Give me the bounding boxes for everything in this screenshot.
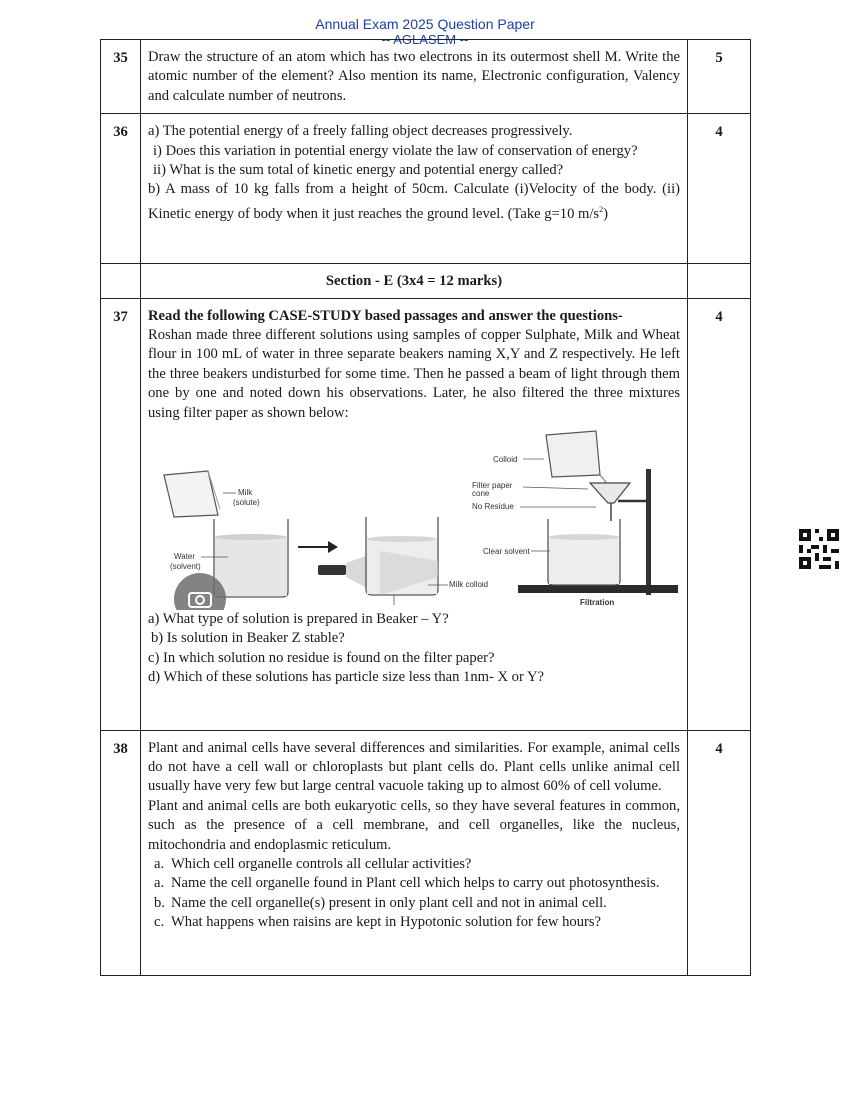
q37-part-d: d) Which of these solutions has particle size less than 1nm- X or Y? xyxy=(148,669,544,686)
question-row-38 xyxy=(101,730,751,975)
header-subtitle: -- AGLASEM -- xyxy=(381,32,469,47)
colloid-cup-icon xyxy=(546,431,610,487)
list-item xyxy=(148,913,680,932)
question-marks: 4 xyxy=(688,114,751,264)
list-text: Name the cell organelle found in Plant cell which helps to carry out photosynthesis. xyxy=(171,875,660,892)
question-row-36 xyxy=(101,114,751,264)
q36-part-a-ii: ii) What is the sum total of kinetic energy and potential energy called? xyxy=(153,162,564,179)
q36-part-b-sup: 2 xyxy=(599,204,604,214)
section-heading: Section - E (3x4 = 12 marks) xyxy=(141,264,688,298)
q38-paragraph-1: Plant and animal cells have several differences and similarities. For example, animal cells do not have a cell wall or chloroplasts but plant cells do. Plant cells unlike animal cell usually have very few but large central vacuole taking up to almost 60% of cell volume. xyxy=(148,739,680,795)
list-text: What happens when raisins are kept in Hypotonic solution for few hours? xyxy=(171,914,602,931)
header-title: Annual Exam 2025 Question Paper xyxy=(315,16,535,32)
label-filtration: Filtration xyxy=(580,598,615,608)
list-marker: b. xyxy=(154,894,165,911)
list-marker: a. xyxy=(154,856,165,873)
label-no-residue: No Residue xyxy=(472,502,514,512)
question-text xyxy=(141,730,688,975)
list-text: Name the cell organelle(s) present in only plant cell and not in animal cell. xyxy=(171,894,607,911)
list-item xyxy=(148,874,680,893)
arrow-right-icon xyxy=(298,541,338,553)
case-study-passage: Roshan made three different solutions using samples of copper Sulphate, Milk and Wheat flour in 100 mL of water in three separate beakers naming X,Y and Z respectively. He left the three beakers undisturbed for some time. Then he passed a beam of light through them one by one and noted down his observations. Later, he also filtered the three mixtures using filter paper as shown below: xyxy=(148,327,680,421)
question-text: Draw the structure of an atom which has two electrons in its outermost shell M. Write the atomic number of the element? Also mention its name, Electronic configuration, Valency and calculate number of neutrons. xyxy=(141,40,688,114)
label-cone: cone xyxy=(472,489,490,499)
qr-code-icon[interactable] xyxy=(799,529,839,569)
label-milk-colloid: Milk colloid xyxy=(449,580,489,590)
q36-part-a: a) The potential energy of a freely falling object decreases progressively. xyxy=(148,123,573,140)
question-marks: 4 xyxy=(688,730,751,975)
label-solvent: (solvent) xyxy=(170,562,201,572)
beaker-water-icon xyxy=(214,519,288,597)
question-text xyxy=(141,114,688,264)
label-filter-paper: Filter paper xyxy=(472,481,513,491)
label-water: Water xyxy=(174,552,196,562)
list-item xyxy=(148,855,680,874)
question-number: 35 xyxy=(101,40,141,114)
q37-part-a: a) What type of solution is prepared in Beaker – Y? xyxy=(148,611,449,628)
question-number: 38 xyxy=(101,730,141,975)
question-number: 37 xyxy=(101,298,141,730)
section-row xyxy=(101,264,751,298)
question-marks: 4 xyxy=(688,298,751,730)
milk-cup-icon xyxy=(164,471,220,517)
list-marker: a. xyxy=(154,875,165,892)
label-milk: Milk xyxy=(238,488,253,498)
label-solute: (solute) xyxy=(233,498,260,508)
list-item xyxy=(148,894,680,913)
question-marks: 5 xyxy=(688,40,751,114)
beaker-milk-colloid-icon xyxy=(366,517,438,595)
beaker-clear-solvent-icon xyxy=(548,519,620,585)
list-text: Which cell organelle controls all cellular activities? xyxy=(171,856,472,873)
label-clear-solvent: Clear solvent xyxy=(483,547,530,557)
q38-paragraph-2: Plant and animal cells are both eukaryotic cells, so they have several features in common, such as the presence of a cell membrane, and cell organelles, like the nucleus, mitochondria and endoplasmic reticulum. xyxy=(148,797,680,853)
q36-part-b xyxy=(148,180,680,224)
question-number: 36 xyxy=(101,114,141,264)
q38-questions xyxy=(148,855,680,933)
filtration-figure xyxy=(148,427,682,610)
q37-part-c: c) In which solution no residue is found on the filter paper? xyxy=(148,649,495,666)
q37-part-b: b) Is solution in Beaker Z stable? xyxy=(151,630,345,647)
question-row-35 xyxy=(101,40,751,114)
case-study-heading: Read the following CASE-STUDY based passages and answer the questions- xyxy=(148,307,623,324)
funnel-icon xyxy=(590,483,648,521)
q36-part-b-text: b) A mass of 10 kg falls from a height of 50cm. Calculate (i)Velocity of the body. (ii) Kinetic energy of body when it just reaches the ground level. (Take g=10 m/s xyxy=(148,181,680,222)
question-text xyxy=(141,298,688,730)
label-colloid: Colloid xyxy=(493,455,518,465)
q36-part-b-end: ) xyxy=(603,205,608,222)
question-table xyxy=(100,39,751,976)
question-row-37 xyxy=(101,298,751,730)
list-marker: c. xyxy=(154,914,165,931)
q36-part-a-i: i) Does this variation in potential energy violate the law of conservation of energy? xyxy=(153,142,638,159)
figure-drawing xyxy=(148,427,682,610)
